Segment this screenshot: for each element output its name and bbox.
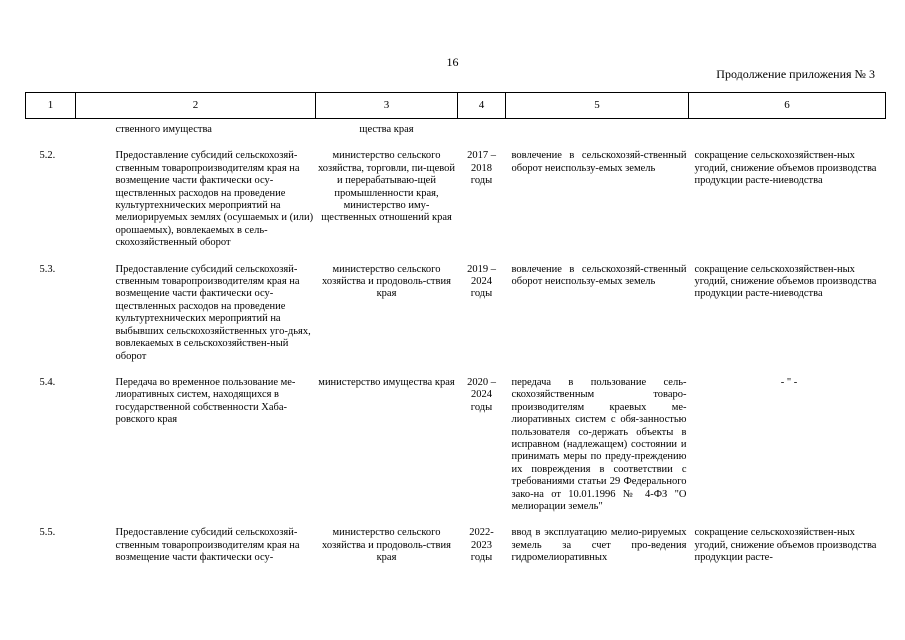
measure-cell: Предоставление субсидий сельскохозяй-ственным товаропроизводителям края на возмещение части фактически осу-ществленных расходов на проведение культуртехнических мероприятий на выбывших сельскохозяйственных уго-дьях, вовлекаемых в сельскохозяйствен-ный оборот [115, 263, 311, 362]
table-row [26, 264, 886, 363]
result-cell: вовлечение в сельскохозяй-ственный оборот неиспользу-емых земель [511, 150, 687, 174]
executor-cell: министерство сельского хозяйства и продоволь-ствия края [322, 263, 451, 300]
executor-cell: министерство сельского хозяйства и продоволь-ствия края [322, 527, 451, 564]
row-number: 5.5. [39, 527, 56, 539]
row-number: 5.4. [39, 376, 56, 388]
period-cell: 2020 – 2024 годы [467, 376, 496, 413]
result-cell: ввод в эксплуатацию мелио-рируемых земель за счет про-ведения гидромелиоративных [511, 527, 687, 564]
column-header-2: 2 [76, 93, 316, 119]
table-row [26, 527, 886, 564]
column-header-6: 6 [689, 93, 886, 119]
table-row-continued [26, 119, 886, 137]
executor-cell: министерство имущества края [318, 376, 455, 388]
measures-table [25, 92, 886, 565]
measure-cell: Предоставление субсидий сельскохозяй-ственным товаропроизводителям края на возмещение части фактически осу- [115, 527, 300, 564]
measures-table-container [25, 92, 885, 565]
result-cell: передача в пользование сель-скохозяйственным товаро-производителям краевых ме-лиоративных систем с обя-занностью пользователя со-держать объекты в исправном (надлежащем) состоянии и принимать меры по преду-преждению их повреждения в соответствии с требованиями статьи 29 Федерального зако-на от 10.01.1996 № 4-ФЗ "О мелиорации земель" [511, 376, 687, 512]
measure-cell: Предоставление субсидий сельскохозяй-ственным товаропроизводителям края на возмещение части фактически осу-ществленных расходов на проведение культуртехнических мероприятий на мелиорируемых землях (осушаемых и (или) орошаемых), вовлекаемых в сель-скохозяйственный оборот [115, 150, 314, 249]
row-number: 5.2. [39, 150, 56, 162]
table-row [26, 150, 886, 249]
consequence-cell: сокращение сельскохозяйствен-ных угодий, снижение объемов производства продукции расте- [694, 527, 877, 564]
table-row [26, 377, 886, 513]
row-number: 5.3. [39, 263, 56, 275]
consequence-cell: сокращение сельскохозяйствен-ных угодий, снижение объемов производства продукции расте-ниеводства [694, 263, 877, 300]
column-header-1: 1 [26, 93, 76, 119]
continued-executor-text: щества края [359, 124, 414, 135]
consequence-cell: сокращение сельскохозяйствен-ных угодий, снижение объемов производства продукции расте-ниеводства [694, 150, 877, 187]
consequence-cell: - " - [780, 376, 798, 388]
period-cell: 2022-2023 годы [469, 527, 494, 564]
continued-measure-text: ственного имущества [115, 124, 212, 135]
measure-cell: Передача во временное пользование ме-лиоративных систем, находящихся в государственной собственности Хаба-ровского края [115, 376, 296, 426]
executor-cell: министерство сельского хозяйства, торговли, пи-щевой и перерабатываю-щей промышленности края, министерство иму-щественных отношений края [317, 150, 456, 224]
result-cell: вовлечение в сельскохозяй-ственный оборот неиспользу-емых земель [511, 263, 687, 288]
appendix-continuation-label: Продолжение приложения № 3 [716, 67, 875, 81]
table-header-row [26, 93, 886, 119]
column-header-3: 3 [316, 93, 458, 119]
column-header-4: 4 [458, 93, 506, 119]
page-number: 16 [446, 55, 459, 69]
period-cell: 2019 – 2024 годы [467, 263, 496, 300]
column-header-5: 5 [506, 93, 689, 119]
period-cell: 2017 – 2018 годы [467, 150, 496, 187]
